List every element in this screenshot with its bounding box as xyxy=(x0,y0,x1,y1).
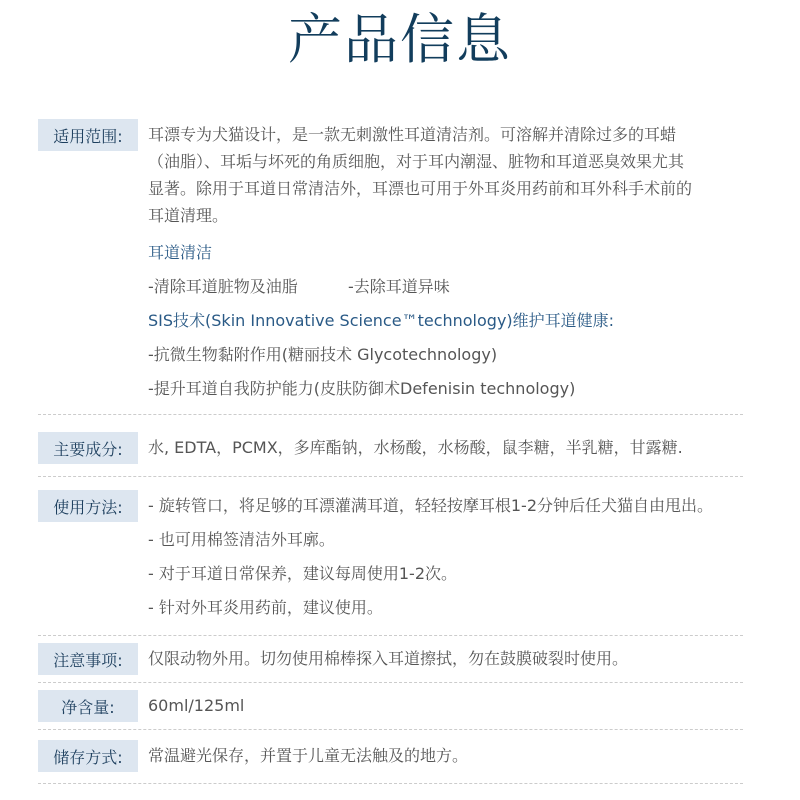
usage-label: 使用方法: xyxy=(38,490,138,522)
page-title: 产品信息 xyxy=(288,8,512,71)
scope-desc-line: 耳道清理。 xyxy=(148,206,229,225)
notes-label: 注意事项: xyxy=(38,643,138,675)
divider xyxy=(38,729,743,730)
sis-item: -提升耳道自我防护能力(皮肤防御术Defenisin technology) xyxy=(148,379,576,398)
volume-label: 净含量: xyxy=(38,690,138,722)
usage-item: - 也可用棉签清洁外耳廓。 xyxy=(148,530,335,549)
notes-text: 仅限动物外用。切勿使用棉棒探入耳道擦拭，勿在鼓膜破裂时使用。 xyxy=(148,649,629,668)
usage-item: - 对于耳道日常保养，建议每周使用1-2次。 xyxy=(148,564,457,583)
ear-cleaning-heading: 耳道清洁 xyxy=(148,243,213,262)
ear-cleaning-items xyxy=(148,275,450,299)
ear-cleaning-item: -去除耳道异味 xyxy=(348,277,450,296)
sis-item: -抗微生物黏附作用(糖丽技术 Glycotechnology) xyxy=(148,345,498,364)
usage-item: - 针对外耳炎用药前，建议使用。 xyxy=(148,598,383,617)
volume-text: 60ml/125ml xyxy=(148,696,245,715)
ingredients-text: 水, EDTA，PCMX，多库酯钠，水杨酸，水杨酸，鼠李糖，半乳糖，甘露糖. xyxy=(148,438,683,457)
scope-desc-line: 耳漂专为犬猫设计，是一款无刺激性耳道清洁剂。可溶解并清除过多的耳蜡 xyxy=(148,125,677,144)
storage-label: 储存方式: xyxy=(38,740,138,772)
divider xyxy=(38,682,743,683)
scope-desc-line: （油脂）、耳垢与坏死的角质细胞，对于耳内潮湿、脏物和耳道恶臭效果尤其 xyxy=(148,152,685,171)
divider xyxy=(38,783,743,784)
scope-desc-line: 显著。除用于耳道日常清洁外，耳漂也可用于外耳炎用药前和耳外科手术前的 xyxy=(148,179,693,198)
divider xyxy=(38,476,743,477)
sis-heading: SIS技术(Skin Innovative Science™technology)维护耳道健康: xyxy=(148,311,615,330)
divider xyxy=(38,635,743,636)
usage-item: - 旋转管口，将足够的耳漂灌满耳道，轻轻按摩耳根1-2分钟后任犬猫自由甩出。 xyxy=(148,496,713,515)
storage-text: 常温避光保存，并置于儿童无法触及的地方。 xyxy=(148,746,469,765)
ear-cleaning-item: -清除耳道脏物及油脂 xyxy=(148,277,298,296)
divider xyxy=(38,414,743,415)
scope-label: 适用范围: xyxy=(38,119,138,151)
ingredients-label: 主要成分: xyxy=(38,432,138,464)
